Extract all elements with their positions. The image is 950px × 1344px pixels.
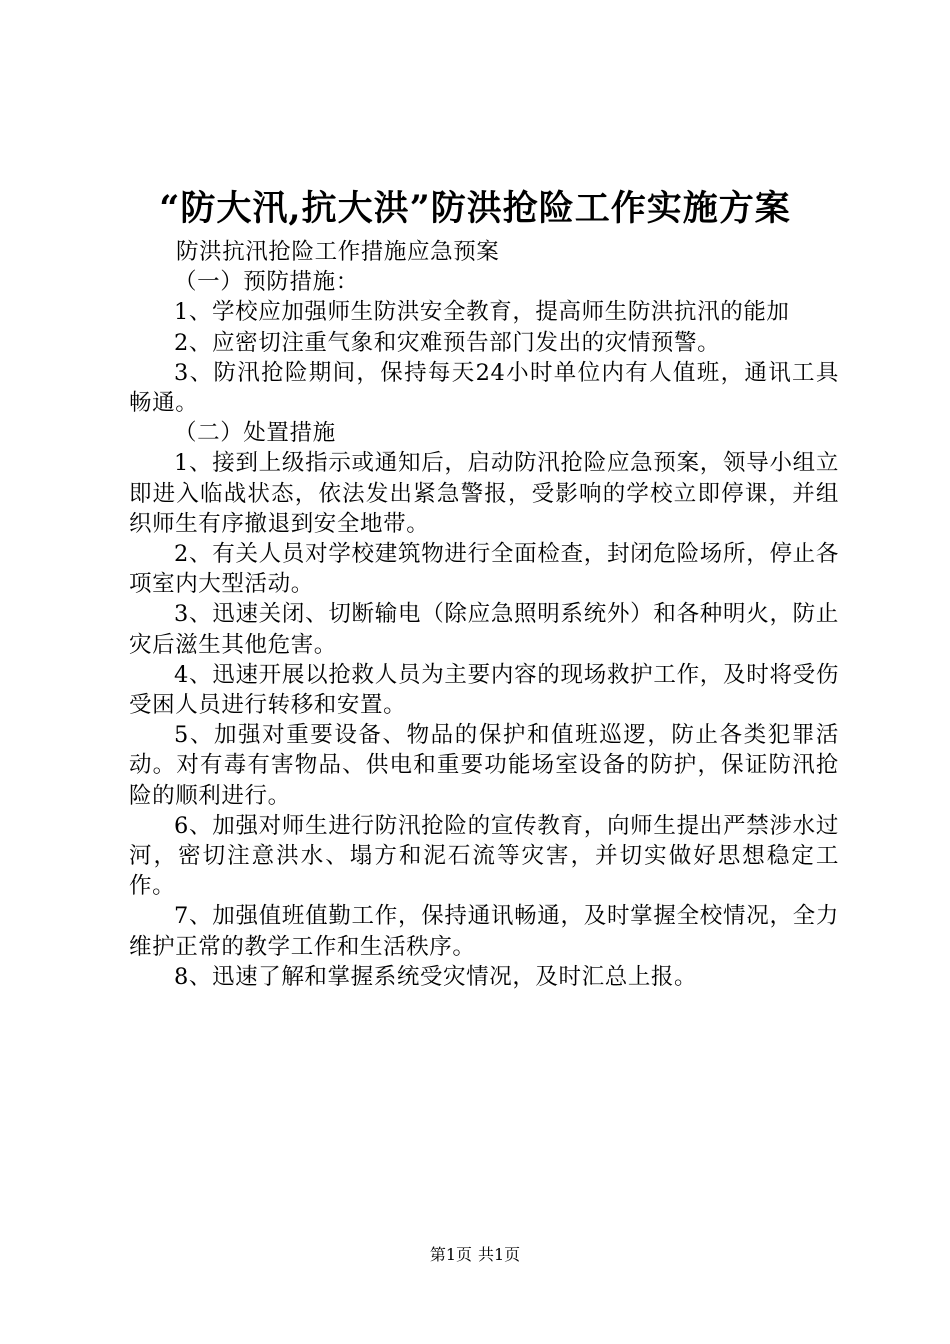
response-item-5: 5、加强对重要设备、物品的保护和值班巡逻，防止各类犯罪活动。对有毒有害物品、供电和重要功能场室设备的防护，保证防汛抢险的顺利进行。 bbox=[129, 722, 839, 809]
response-item-6: 6、加强对师生进行防汛抢险的宣传教育，向师生提出严禁涉水过河，密切注意洪水、塌方和泥石流等灾害，并切实做好思想稳定工作。 bbox=[129, 812, 839, 900]
section-heading-prevention: （一）预防措施： bbox=[174, 269, 359, 296]
prevention-item-2: 2、应密切注重气象和灾难预告部门发出的灾情预警。 bbox=[174, 329, 721, 356]
prevention-item-3: 3、防汛抢险期间，保持每天24小时单位内有人值班，通讯工具畅通。 bbox=[129, 359, 839, 417]
page-total: 共1页 bbox=[478, 1245, 521, 1264]
response-item-2: 2、有关人员对学校建筑物进行全面检查，封闭危险场所，停止各项室内大型活动。 bbox=[129, 541, 839, 598]
response-item-7: 7、加强值班值勤工作，保持通讯畅通，及时掌握全校情况，全力维护正常的教学工作和生活秩序。 bbox=[129, 903, 839, 960]
document-title: “防大汛,抗大洪”防洪抢险工作实施方案 bbox=[159, 188, 791, 229]
response-item-8: 8、迅速了解和掌握系统受灾情况，及时汇总上报。 bbox=[174, 963, 698, 990]
prevention-item-1: 1、学校应加强师生防洪安全教育，提高师生防洪抗汛的能加 bbox=[174, 299, 790, 326]
document-subtitle: 防洪抗汛抢险工作措施应急预案 bbox=[176, 239, 500, 265]
response-item-3: 3、迅速关闭、切断输电（除应急照明系统外）和各种明火，防止灾后滋生其他危害。 bbox=[129, 601, 839, 658]
page-number: 第1页 bbox=[429, 1245, 472, 1264]
page-footer bbox=[0, 1244, 950, 1266]
document-body bbox=[129, 237, 839, 992]
section-heading-response: （二）处置措施 bbox=[174, 420, 336, 447]
response-item-1: 1、接到上级指示或通知后，启动防汛抢险应急预案，领导小组立即进入临战状态，依法发出紧急警报，受影响的学校立即停课，并组织师生有序撤退到安全地带。 bbox=[129, 450, 839, 537]
response-item-4: 4、迅速开展以抢救人员为主要内容的现场救护工作，及时将受伤受困人员进行转移和安置。 bbox=[129, 661, 839, 719]
